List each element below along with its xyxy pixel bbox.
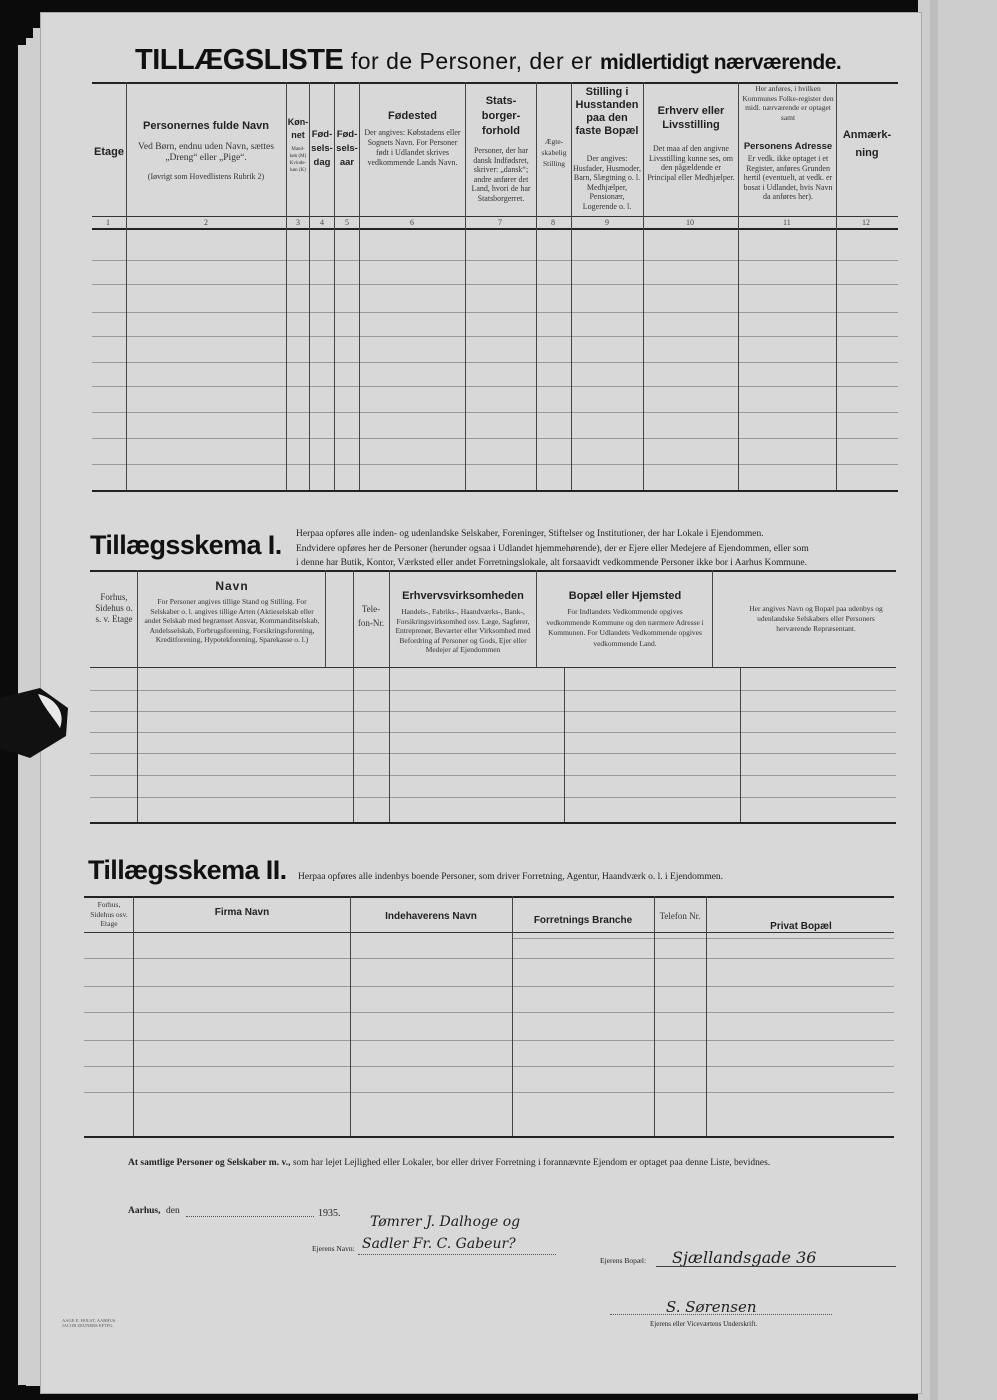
- owner-address-field: [656, 1266, 896, 1267]
- t1-col-address-note: Er vedk. ikke optaget i et Register, anføres Grunden hertil (eventuelt, at vedk. er bosat i Udlandet, hvis Navn da anføres her).: [743, 154, 833, 201]
- skema-1-title: Tillægsskema I.: [90, 530, 282, 560]
- s1-col-name: Navn: [215, 579, 249, 593]
- s1-col-business-note: Handels-, Fabriks-, Haandværks-, Bank-, Forsikringsvirksomhed osv. Læge, Sagfører, Entreprenør, Beværter eller Virksomhed med Befordring af Personer og Gods, Ejer eller Medejer af Ejendommen: [395, 607, 531, 654]
- t1-col-occupation-note: Det maa af den angivne Livsstilling kunne ses, om den pågældende er Principal eller Medhjælper.: [647, 144, 735, 182]
- s2-col-floor: Forhus, Sidehus osv. Etage: [90, 900, 128, 928]
- skema-2-intro: Herpaa opføres alle indenbys boende Personer, som driver Forretning, Agentur, Haandværk o. l. i Ejendommen.: [298, 872, 724, 882]
- s2-col-firm: Firma Navn: [214, 907, 270, 918]
- t1-col-name-note2: (Iøvrigt som Hovedlistens Rubrik 2): [147, 172, 265, 181]
- date-label: den: [166, 1206, 180, 1216]
- signature-label: Ejerens eller Viceværtens Underskrift.: [650, 1320, 758, 1328]
- printer-imprint: AAGE E. HOLST, AARHUS · JACOB ZEUNERS EFTFG.: [62, 1318, 118, 1328]
- t1-col-gender: Køn-net: [287, 117, 309, 140]
- s1-col-name-note: For Personer angives tillige Stand og Stilling. For Selskaber o. l. angives tillige Arten (Aktieselskab eller andet Selskab med begrænset Ansvar, Kommanditselskab, Andelsselskab, Forbrugsforening, Forsikringsforening, Kreditforening, Hypotekforening, Sparekasse o. l.): [144, 597, 320, 644]
- s1-col-residence: Bopæl eller Hjemsted: [568, 590, 682, 602]
- t1-col-birthyear: Fød-sels-aar: [336, 129, 358, 168]
- t1-col-remarks: Anmærk-ning: [842, 129, 892, 159]
- skema-1-intro-2: Endvidere opføres her de Personer (herunder ogsaa i Udlandet hjemmehørende), der er Ejere eller Medejere af Ejendommen, eller som: [296, 544, 809, 554]
- t1-col-address-top: Her anføres, i hvilken Kommunes Folke-register den midl. nærværende er optaget samt: [742, 84, 834, 122]
- statement: [128, 1158, 770, 1168]
- skema-1-intro-3: i denne har Butik, Kontor, Værksted eller andet Forretningslokale, alt forsaavidt vedkommende Personer ikke bor i Aarhus Kommune.: [296, 558, 808, 568]
- skema-1-intro-1: Herpaa opføres alle inden- og udenlandske Selskaber, Foreninger, Stiftelser og Institutioner, der har Lokale i Ejendommen.: [296, 529, 764, 539]
- signature-field: [610, 1314, 832, 1315]
- page-gutter: [930, 0, 938, 1400]
- t1-col-address: Personens Adresse: [743, 141, 833, 152]
- statement-rest: som har lejet Lejlighed eller Lokaler, bor eller driver Forretning i forannævnte Ejendom er optaget paa denne Liste, bevidnes.: [292, 1158, 771, 1168]
- t1-col-occupation: Erhverv eller Livsstilling: [657, 105, 725, 131]
- t1-col-birthday: Fød-sels-dag: [311, 129, 333, 168]
- owner-address-label: Ejerens Bopæl:: [600, 1256, 647, 1265]
- owner-name-line-1: Tømrer J. Dalhoge og: [370, 1214, 521, 1230]
- s1-col-phone: Tele-fon-Nr.: [357, 604, 385, 628]
- owner-name-label: Ejerens Navn:: [312, 1244, 355, 1253]
- owner-address-value: Sjællandsgade 36: [672, 1248, 817, 1267]
- s2-col-owner: Indehaverens Navn: [385, 911, 477, 922]
- place-label: Aarhus,: [128, 1206, 161, 1216]
- s1-col-floor: Forhus, Sidehus o. s. v. Etage: [95, 592, 133, 624]
- s2-col-phone: Telefon Nr.: [659, 911, 701, 921]
- t1-col-etage: Etage: [94, 146, 124, 158]
- owner-name-field: [358, 1254, 556, 1255]
- s1-col-residence-note: For Indlandets Vedkommende opgives vedkommende Kommune og den nærmere Adresse i Kommunen. For Udlandets Vedkommende opgives vedkommende Land.: [546, 607, 704, 648]
- owner-name-line-2: Sadler Fr. C. Gabeur?: [362, 1236, 516, 1252]
- year-value: 1935.: [318, 1208, 341, 1219]
- title-rest: for de Personer, der er: [350, 48, 593, 74]
- binder-clip-icon: [0, 688, 70, 758]
- page-title: [135, 44, 841, 77]
- t1-col-marital: Ægte-skabelig Stilling: [541, 137, 567, 168]
- t1-col-citizenship-note: Personer, der har dansk Indfødsret, skriver: „dansk“; andre anfører det Land, hvori de har Statsborgerret.: [471, 146, 531, 203]
- t1-col-birthplace: Fødested: [388, 110, 437, 122]
- t1-col-gender-note: Mand-køn (M) Kvinde-køn (K): [289, 147, 307, 173]
- statement-bold: At samtlige Personer og Selskaber m. v.,: [128, 1158, 291, 1168]
- s2-col-private-address: Privat Bopæl: [770, 921, 832, 932]
- signature-value: S. Sørensen: [666, 1298, 757, 1316]
- s1-col-representative: Her angives Navn og Bopæl paa udenbys og udenlandske Selskabers eller Personers herværende Repræsentant.: [749, 604, 883, 633]
- t1-col-name: Personernes fulde Navn: [143, 120, 269, 132]
- s1-col-business: Erhvervsvirksomheden: [402, 590, 524, 602]
- title-bold: TILLÆGSLISTE: [135, 44, 344, 76]
- t1-col-household-note: Der angives: Husfader, Husmoder, Barn, Slægtning o. l. Medhjælper, Pensionær, Logerende o. l.: [573, 154, 642, 211]
- t1-col-household: Stilling i Husstanden paa den faste Bopæl: [575, 86, 639, 137]
- skema-2-title: Tillægsskema II.: [88, 855, 287, 885]
- t1-col-citizenship: Stats-borger-forhold: [481, 95, 521, 137]
- date-field: [186, 1216, 314, 1217]
- title-bold-2: midlertidigt nærværende.: [600, 51, 842, 74]
- s2-col-branch: Forretnings Branche: [533, 915, 633, 926]
- t1-col-name-note: Ved Børn, endnu uden Navn, sættes „Dreng“ eller „Pige“.: [138, 142, 274, 163]
- t1-col-birthplace-note: Der angives: Købstadens eller Sognets Navn. For Personer født i Udlandet skrives vedkommende Lands Navn.: [364, 128, 461, 167]
